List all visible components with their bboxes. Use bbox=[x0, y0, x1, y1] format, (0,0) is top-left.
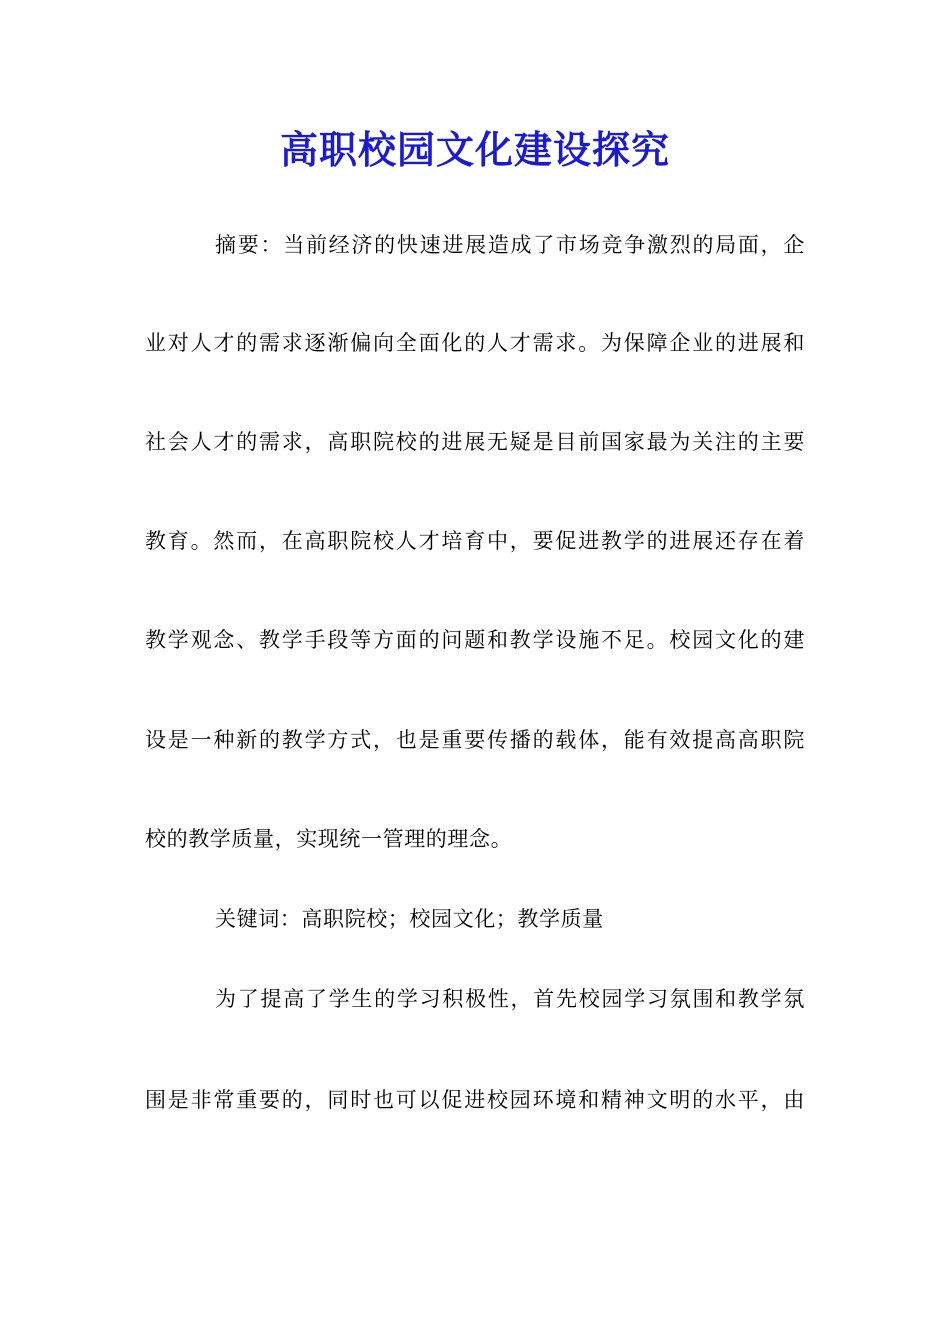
document-title: 高职校园文化建设探究 bbox=[279, 127, 670, 172]
body-line-1: 为了提高了学生的学习积极性，首先校园学习氛围和教学氛 bbox=[215, 987, 805, 1011]
abstract-line-3: 社会人才的需求，高职院校的进展无疑是目前国家最为关注的主要 bbox=[145, 430, 805, 454]
abstract-line-2: 业对人才的需求逐渐偏向全面化的人才需求。为保障企业的进展和 bbox=[145, 331, 805, 355]
abstract-line-6: 设是一种新的教学方式，也是重要传播的载体，能有效提高高职院 bbox=[145, 728, 805, 752]
abstract-line-4: 教育。然而，在高职院校人才培育中，要促进教学的进展还存在着 bbox=[145, 529, 805, 553]
abstract-line-7: 校的教学质量，实现统一管理的理念。 bbox=[145, 827, 513, 851]
abstract-line-5: 教学观念、教学手段等方面的问题和教学设施不足。校园文化的建 bbox=[145, 628, 805, 652]
abstract-line-1: 摘要：当前经济的快速进展造成了市场竞争激烈的局面，企 bbox=[215, 233, 805, 257]
body-line-2: 围是非常重要的，同时也可以促进校园环境和精神文明的水平，由 bbox=[145, 1088, 805, 1112]
keywords-line: 关键词：高职院校；校园文化；教学质量 bbox=[215, 907, 604, 931]
